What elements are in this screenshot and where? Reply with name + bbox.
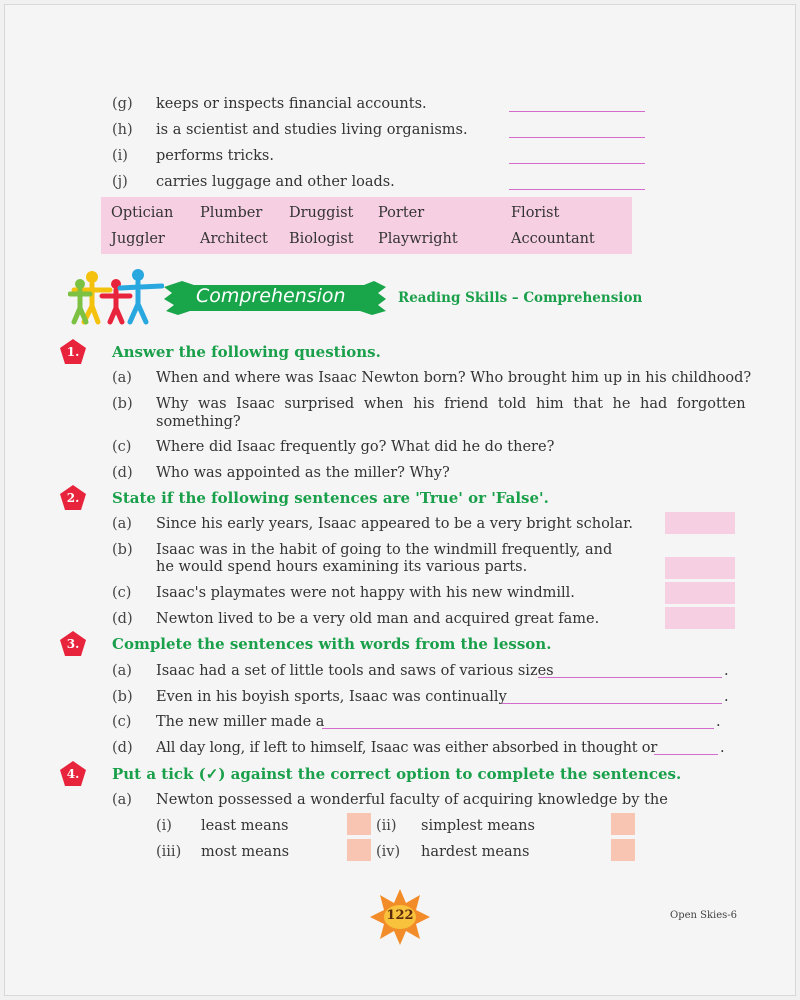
fill-in-blank[interactable] — [538, 677, 722, 678]
item-label: (d) — [112, 465, 133, 481]
question-heading: Complete the sentences with words from the lesson. — [112, 635, 552, 653]
sentence-end-mark: . — [716, 714, 721, 730]
question-heading: Answer the following questions. — [112, 343, 381, 361]
question-text-continued: something? — [156, 414, 241, 430]
option-label: (i) — [156, 818, 172, 834]
question-text: Where did Isaac frequently go? What did he do there? — [156, 439, 555, 455]
word-bank-item: Porter — [378, 205, 425, 221]
question-text: Who was appointed as the miller? Why? — [156, 465, 450, 481]
statement-text: Newton lived to be a very old man and acquired great fame. — [156, 611, 600, 627]
item-label: (d) — [112, 740, 133, 756]
option-label: (ii) — [376, 818, 397, 834]
word-bank-item: Playwright — [378, 231, 458, 247]
people-group-icon — [68, 268, 164, 326]
section-title: Comprehension — [196, 285, 346, 307]
book-title-footer: Open Skies-6 — [670, 910, 738, 921]
page-number: 122 — [386, 908, 414, 923]
item-label: (j) — [112, 174, 128, 190]
item-label: (c) — [112, 714, 132, 730]
word-bank-item: Florist — [511, 205, 560, 221]
word-bank-item: Druggist — [289, 205, 354, 221]
item-label: (c) — [112, 585, 132, 601]
sentence-text: All day long, if left to himself, Isaac was either absorbed in thought or — [156, 740, 658, 756]
true-false-answer-box[interactable] — [665, 607, 735, 629]
sentence-text: The new miller made a — [156, 714, 325, 730]
option-text: least means — [201, 818, 289, 834]
question-text: When and where was Isaac Newton born? Who brought him up in his childhood? — [156, 370, 752, 386]
item-label: (g) — [112, 96, 133, 112]
sentence-text: Even in his boyish sports, Isaac was continually — [156, 689, 507, 705]
section-subtitle: Reading Skills – Comprehension — [398, 290, 643, 306]
option-text: hardest means — [421, 844, 530, 860]
sentence-end-mark: . — [720, 740, 725, 756]
statement-text: Isaac's playmates were not happy with his new windmill. — [156, 585, 575, 601]
option-label: (iii) — [156, 844, 182, 860]
item-label: (d) — [112, 611, 133, 627]
true-false-answer-box[interactable] — [665, 582, 735, 604]
word-bank-item: Architect — [200, 231, 268, 247]
matching-item-g: keeps or inspects financial accounts. — [156, 96, 427, 112]
word-bank-item: Optician — [111, 205, 174, 221]
answer-blank[interactable] — [509, 163, 645, 164]
item-label: (a) — [112, 516, 132, 532]
fill-in-blank[interactable] — [654, 754, 718, 755]
true-false-answer-box[interactable] — [665, 557, 735, 579]
item-label: (c) — [112, 439, 132, 455]
tick-box[interactable] — [347, 839, 371, 861]
tick-box[interactable] — [611, 839, 635, 861]
item-label: (a) — [112, 792, 132, 808]
item-label: (a) — [112, 370, 132, 386]
question-heading: State if the following sentences are 'True' or 'False'. — [112, 489, 549, 507]
question-text: Why was Isaac surprised when his friend told him that he had forgotten — [156, 396, 746, 412]
option-label: (iv) — [376, 844, 401, 860]
matching-item-j: carries luggage and other loads. — [156, 174, 395, 190]
fill-in-blank[interactable] — [502, 703, 722, 704]
answer-blank[interactable] — [509, 111, 645, 112]
word-bank-item: Accountant — [511, 231, 595, 247]
item-label: (i) — [112, 148, 128, 164]
true-false-answer-box[interactable] — [665, 512, 735, 534]
item-label: (h) — [112, 122, 133, 138]
item-label: (b) — [112, 689, 133, 705]
item-label: (b) — [112, 396, 133, 412]
question-number: 4. — [66, 767, 80, 781]
answer-blank[interactable] — [509, 189, 645, 190]
fill-in-blank[interactable] — [322, 728, 714, 729]
word-bank-item: Plumber — [200, 205, 263, 221]
question-number: 1. — [66, 345, 80, 359]
statement-text-continued: he would spend hours examining its various parts. — [156, 559, 528, 575]
question-number: 3. — [66, 637, 80, 651]
answer-blank[interactable] — [509, 137, 645, 138]
tick-box[interactable] — [611, 813, 635, 835]
statement-text: Isaac was in the habit of going to the windmill frequently, and — [156, 542, 613, 558]
matching-item-h: is a scientist and studies living organisms. — [156, 122, 468, 138]
item-label: (b) — [112, 542, 133, 558]
sentence-end-mark: . — [724, 663, 729, 679]
item-label: (a) — [112, 663, 132, 679]
sentence-text: Isaac had a set of little tools and saws of various sizes — [156, 663, 554, 679]
matching-item-i: performs tricks. — [156, 148, 274, 164]
tick-box[interactable] — [347, 813, 371, 835]
statement-text: Since his early years, Isaac appeared to be a very bright scholar. — [156, 516, 634, 532]
option-text: most means — [201, 844, 290, 860]
sentence-end-mark: . — [724, 689, 729, 705]
option-text: simplest means — [421, 818, 535, 834]
word-bank-item: Biologist — [289, 231, 354, 247]
question-text: Newton possessed a wonderful faculty of acquiring knowledge by the — [156, 792, 668, 808]
question-number: 2. — [66, 491, 80, 505]
word-bank-item: Juggler — [111, 231, 165, 247]
question-heading: Put a tick (✓) against the correct option to complete the sentences. — [112, 765, 682, 783]
